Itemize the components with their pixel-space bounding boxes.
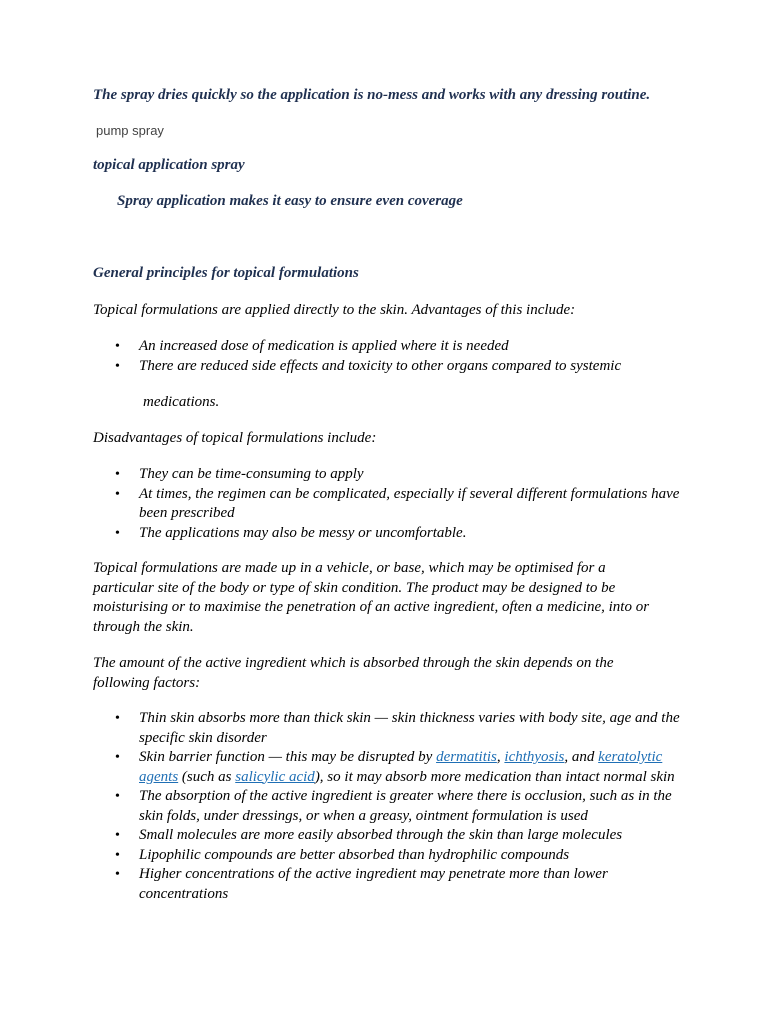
factor-text-mid: (such as — [178, 768, 236, 785]
list-item-text: An increased dose of medication is applied where it is needed — [139, 338, 509, 354]
salicylic-acid-link[interactable]: salicylic acid — [235, 768, 315, 785]
separator: , — [496, 749, 505, 765]
list-item-text: There are reduced side effects and toxicity to other organs compared to systemic — [139, 357, 622, 374]
list-item — [93, 524, 683, 544]
bullet-icon: • — [115, 467, 120, 482]
subheading: topical application spray — [93, 157, 245, 173]
factor-text-pre: Skin barrier function — this may be disrupted by — [139, 749, 437, 765]
list-item — [93, 826, 683, 846]
bullet-icon: • — [115, 828, 120, 843]
headline: The spray dries quickly so the application is no-mess and works with any dressing routine. — [93, 87, 651, 103]
keratolytic-agents-link[interactable]: keratolytic agents — [139, 749, 663, 785]
list-item — [93, 846, 683, 866]
list-item-text: Small molecules are more easily absorbed through the skin than large molecules — [139, 827, 623, 843]
pump-spray-label: pump spray — [96, 123, 164, 138]
section-title: General principles for topical formulations — [93, 265, 359, 281]
disadvantages-intro: Disadvantages of topical formulations include: — [93, 430, 377, 446]
list-item — [93, 357, 683, 377]
list-item — [93, 485, 683, 524]
bullet-icon: • — [115, 750, 120, 765]
factor-text-post: ), so it may absorb more medication than intact normal skin — [314, 768, 675, 785]
bullet-icon: • — [115, 867, 120, 882]
vehicle-paragraph: Topical formulations are made up in a vehicle, or base, which may be optimised for a particular site of the body or type of skin condition. The product may be designed to be moisturising or to maximise the penetration of an active ingredient, often a medicine, into or through the skin. — [93, 560, 650, 635]
bullet-icon: • — [115, 789, 120, 804]
list-item — [93, 748, 683, 787]
intro-paragraph: Topical formulations are applied directly to the skin. Advantages of this include: — [93, 302, 576, 318]
bullet-icon: • — [115, 358, 120, 374]
bullet-icon: • — [115, 339, 120, 354]
list-item — [93, 865, 683, 904]
list-item-text: At times, the regimen can be complicated, especially if several different formulations have been prescribed — [139, 485, 680, 521]
list-item-text: They can be time-consuming to apply — [139, 466, 364, 482]
list-item — [93, 337, 683, 357]
list-item — [93, 465, 683, 485]
bullet-icon: • — [115, 711, 120, 726]
advantages-continuation: medications. — [143, 394, 220, 410]
absorption-intro: The amount of the active ingredient which is absorbed through the skin depends on the following factors: — [93, 655, 614, 691]
list-item-text: Lipophilic compounds are better absorbed than hydrophilic compounds — [139, 846, 570, 863]
list-item-text: The applications may also be messy or uncomfortable. — [139, 524, 467, 541]
disadvantages-list — [93, 465, 683, 543]
ichthyosis-link[interactable]: ichthyosis — [504, 749, 565, 765]
list-item — [93, 709, 683, 748]
list-item-text: Thin skin absorbs more than thick skin — skin thickness varies with body site, age and the specific skin disorder — [139, 710, 680, 746]
bullet-icon: • — [115, 525, 120, 541]
list-item-text: The absorption of the active ingredient is greater where there is occlusion, such as in the skin folds, under dressings, or when a greasy, ointment formulation is used — [139, 788, 672, 824]
list-item — [93, 787, 683, 826]
dermatitis-link[interactable]: dermatitis — [436, 749, 497, 765]
bullet-icon: • — [115, 847, 120, 863]
tagline: Spray application makes it easy to ensure even coverage — [117, 193, 463, 209]
advantages-list — [93, 337, 683, 376]
list-item-text: Higher concentrations of the active ingredient may penetrate more than lower concentrations — [139, 866, 608, 902]
factors-list — [93, 709, 683, 904]
bullet-icon: • — [115, 486, 120, 502]
separator: , and — [564, 749, 599, 765]
